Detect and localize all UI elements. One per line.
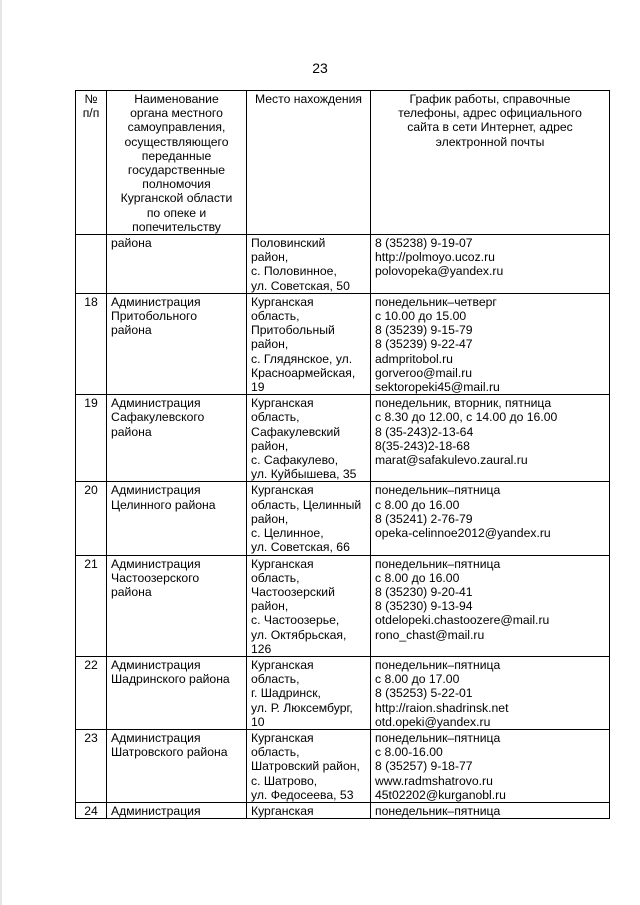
info-line: 8 (35241) 2-76-79 xyxy=(375,511,473,526)
info-line: otd.opeki@yandex.ru xyxy=(375,714,491,729)
info-line: admpritobol.ru xyxy=(375,351,453,366)
header-name-line: полномочия xyxy=(142,177,211,192)
table-row xyxy=(76,293,610,394)
header-number-line: п/п xyxy=(82,106,100,121)
page-number: 23 xyxy=(312,60,328,76)
row-contact-info xyxy=(371,395,610,482)
location-line: район, xyxy=(251,511,289,526)
location-line: Курганская xyxy=(251,803,314,818)
location-line: Курганская xyxy=(251,483,314,498)
row-contact-info xyxy=(371,482,610,555)
organ-name-line: Сафакулевского xyxy=(111,410,205,425)
location-line: область, xyxy=(251,410,300,425)
location-line: ул. Р. Люксембург, xyxy=(251,700,353,715)
row-organ-name xyxy=(107,293,247,394)
info-line: с 10.00 до 15.00 xyxy=(375,309,467,324)
row-contact-info xyxy=(371,656,610,729)
info-line: otdelopeki.chastoozere@mail.ru xyxy=(375,613,550,628)
info-line: 8(35-243)2-18-68 xyxy=(375,438,470,453)
location-line: с. Глядянское, ул. xyxy=(251,351,353,366)
organ-name-line: района xyxy=(111,584,152,599)
row-contact-info xyxy=(371,802,610,818)
location-line: район, xyxy=(251,599,289,614)
location-line: Притобольный xyxy=(251,323,335,338)
location-line: Курганская xyxy=(251,556,314,571)
info-line: с 8.00 до 16.00 xyxy=(375,570,460,585)
table-row xyxy=(76,395,610,482)
header-name-line: самоуправления, xyxy=(127,120,226,135)
table-row xyxy=(76,656,610,729)
header-location xyxy=(247,91,371,235)
location-line: область, Целинный xyxy=(251,497,362,512)
header-info-line: График работы, справочные xyxy=(409,92,571,106)
row-contact-info xyxy=(371,235,610,294)
location-line: Курганская xyxy=(251,730,314,745)
row-location xyxy=(247,293,371,394)
header-name-line: осуществляющего xyxy=(124,134,229,149)
organ-name-line: Целинного района xyxy=(111,497,216,512)
organ-name-line: Администрация xyxy=(111,803,201,818)
location-line: область, xyxy=(251,672,300,687)
row-location xyxy=(247,802,371,818)
organ-name-line: Администрация xyxy=(111,483,201,498)
row-number: 20 xyxy=(76,482,107,555)
location-line: ул. Советская, 66 xyxy=(251,540,350,555)
info-line: понедельник, вторник, пятница xyxy=(375,396,552,411)
info-line: 8 (35230) 9-13-94 xyxy=(375,599,473,614)
row-organ-name xyxy=(107,482,247,555)
location-line: с. Шатрово, xyxy=(251,773,318,788)
location-line: ул. Октябрьская, xyxy=(251,627,347,642)
location-line: с. Половинное, xyxy=(251,264,337,279)
header-name-line: попечительству xyxy=(132,219,221,234)
organ-name-line: Администрация xyxy=(111,730,201,745)
row-number: 19 xyxy=(76,395,107,482)
row-location xyxy=(247,729,371,802)
info-line: gorveroo@mail.ru xyxy=(375,365,473,380)
info-line: 45t02202@kurganobl.ru xyxy=(375,787,506,802)
info-line: 8 (35230) 9-20-41 xyxy=(375,584,473,599)
header-number-line: № xyxy=(84,92,98,106)
info-line: с 8.00 до 17.00 xyxy=(375,672,460,687)
row-organ-name xyxy=(107,729,247,802)
header-name-line: по опеке и xyxy=(146,205,207,220)
info-line: http://polmoyo.ucoz.ru xyxy=(375,250,495,265)
info-line: marat@safakulevo.zaural.ru xyxy=(375,453,528,468)
row-contact-info xyxy=(371,729,610,802)
info-line: 8 (35-243)2-13-64 xyxy=(375,424,474,439)
location-line: ул. Федосеева, 53 xyxy=(251,787,354,802)
info-line: с 8.00 до 16.00 xyxy=(375,497,460,512)
row-number: 24 xyxy=(76,802,107,818)
header-info-line: электронной почты xyxy=(435,134,545,149)
location-line: Частоозерский xyxy=(251,584,335,599)
info-line: 8 (35239) 9-15-79 xyxy=(375,323,473,338)
info-line: понедельник–пятница xyxy=(375,657,501,672)
location-line: ул. Куйбышева, 35 xyxy=(251,467,357,482)
location-line: с. Целинное, xyxy=(251,526,324,541)
info-line: понедельник–четверг xyxy=(375,294,497,309)
header-name-line: государственные xyxy=(127,163,226,178)
row-location xyxy=(247,482,371,555)
row-number xyxy=(76,235,107,294)
table-row xyxy=(76,235,610,294)
table-row xyxy=(76,555,610,656)
location-line: Курганская xyxy=(251,294,314,309)
table-row xyxy=(76,729,610,802)
location-line: Сафакулевский xyxy=(251,424,341,439)
row-location xyxy=(247,555,371,656)
row-number: 21 xyxy=(76,555,107,656)
organ-name-line: Притобольного xyxy=(111,309,197,324)
info-line: opeka-celinnoe2012@yandex.ru xyxy=(375,526,551,541)
header-location-line: Место нахождения xyxy=(254,92,363,106)
info-line: 8 (35239) 9-22-47 xyxy=(375,337,473,352)
location-line: с. Сафакулево, xyxy=(251,453,339,468)
info-line: sektoropeki45@mail.ru xyxy=(375,380,500,395)
header-name-line: переданные xyxy=(141,148,212,163)
location-line: ул. Советская, 50 xyxy=(251,278,350,293)
location-line: область, xyxy=(251,309,300,324)
organ-name-line: Шатровского района xyxy=(111,745,228,760)
row-organ-name xyxy=(107,802,247,818)
info-line: с 8.00-16.00 xyxy=(375,745,443,760)
location-line: район, xyxy=(251,250,289,265)
info-line: понедельник–пятница xyxy=(375,556,501,571)
location-line: район, xyxy=(251,438,289,453)
organ-name-line: Администрация xyxy=(111,556,201,571)
info-line: с 8.30 до 12.00, с 14.00 до 16.00 xyxy=(375,410,558,425)
location-line: с. Частоозерье, xyxy=(251,613,340,628)
organ-name-line: района xyxy=(111,424,152,439)
info-line: понедельник–пятница xyxy=(375,483,501,498)
header-name-line: Наименование xyxy=(134,92,219,106)
location-line: Курганская xyxy=(251,396,314,411)
header-name-line: органа местного xyxy=(130,106,223,121)
location-line: 19 xyxy=(251,380,265,395)
table-row xyxy=(76,482,610,555)
row-organ-name xyxy=(107,235,247,294)
location-line: район, xyxy=(251,337,289,352)
info-line: 8 (35257) 9-18-77 xyxy=(375,759,473,774)
location-line: г. Шадринск, xyxy=(251,686,321,701)
row-location xyxy=(247,235,371,294)
organizations-table xyxy=(75,90,610,819)
row-number: 23 xyxy=(76,729,107,802)
location-line: Шатровский район, xyxy=(251,759,360,774)
info-line: 8 (35253) 5-22-01 xyxy=(375,686,473,701)
row-location xyxy=(247,395,371,482)
location-line: 10 xyxy=(251,714,265,729)
row-number: 18 xyxy=(76,293,107,394)
info-line: понедельник–пятница xyxy=(375,803,501,818)
location-line: область, xyxy=(251,570,300,585)
row-organ-name xyxy=(107,656,247,729)
location-line: Красноармейская, xyxy=(251,365,356,380)
info-line: понедельник–пятница xyxy=(375,730,501,745)
organ-name-line: района xyxy=(111,236,152,251)
row-location xyxy=(247,656,371,729)
scan-edge xyxy=(0,0,2,905)
organ-name-line: Администрация xyxy=(111,294,201,309)
info-line: rono_chast@mail.ru xyxy=(375,627,485,642)
location-line: область, xyxy=(251,745,300,760)
row-organ-name xyxy=(107,395,247,482)
header-info-line: сайта в сети Интернет, адрес xyxy=(407,120,573,135)
organ-name-line: Частоозерского xyxy=(111,570,200,585)
location-line: 126 xyxy=(251,641,272,656)
location-line: Половинский xyxy=(251,236,326,251)
info-line: polovopeka@yandex.ru xyxy=(375,264,504,279)
location-line: Курганская xyxy=(251,657,314,672)
info-line: http://raion.shadrinsk.net xyxy=(375,700,509,715)
row-contact-info xyxy=(371,293,610,394)
header-number xyxy=(76,91,107,235)
table-header-row xyxy=(76,91,610,235)
info-line: 8 (35238) 9-19-07 xyxy=(375,236,473,251)
organ-name-line: района xyxy=(111,323,152,338)
organ-name-line: Шадринского района xyxy=(111,672,230,687)
info-line: www.radmshatrovo.ru xyxy=(375,773,493,788)
organ-name-line: Администрация xyxy=(111,396,201,411)
organ-name-line: Администрация xyxy=(111,657,201,672)
header-contact-info xyxy=(371,91,610,235)
header-info-line: телефоны, адрес официального xyxy=(398,106,582,121)
row-organ-name xyxy=(107,555,247,656)
row-contact-info xyxy=(371,555,610,656)
table-row xyxy=(76,802,610,818)
row-number: 22 xyxy=(76,656,107,729)
header-name-line: Курганской области xyxy=(120,191,233,206)
header-organ-name xyxy=(107,91,247,235)
